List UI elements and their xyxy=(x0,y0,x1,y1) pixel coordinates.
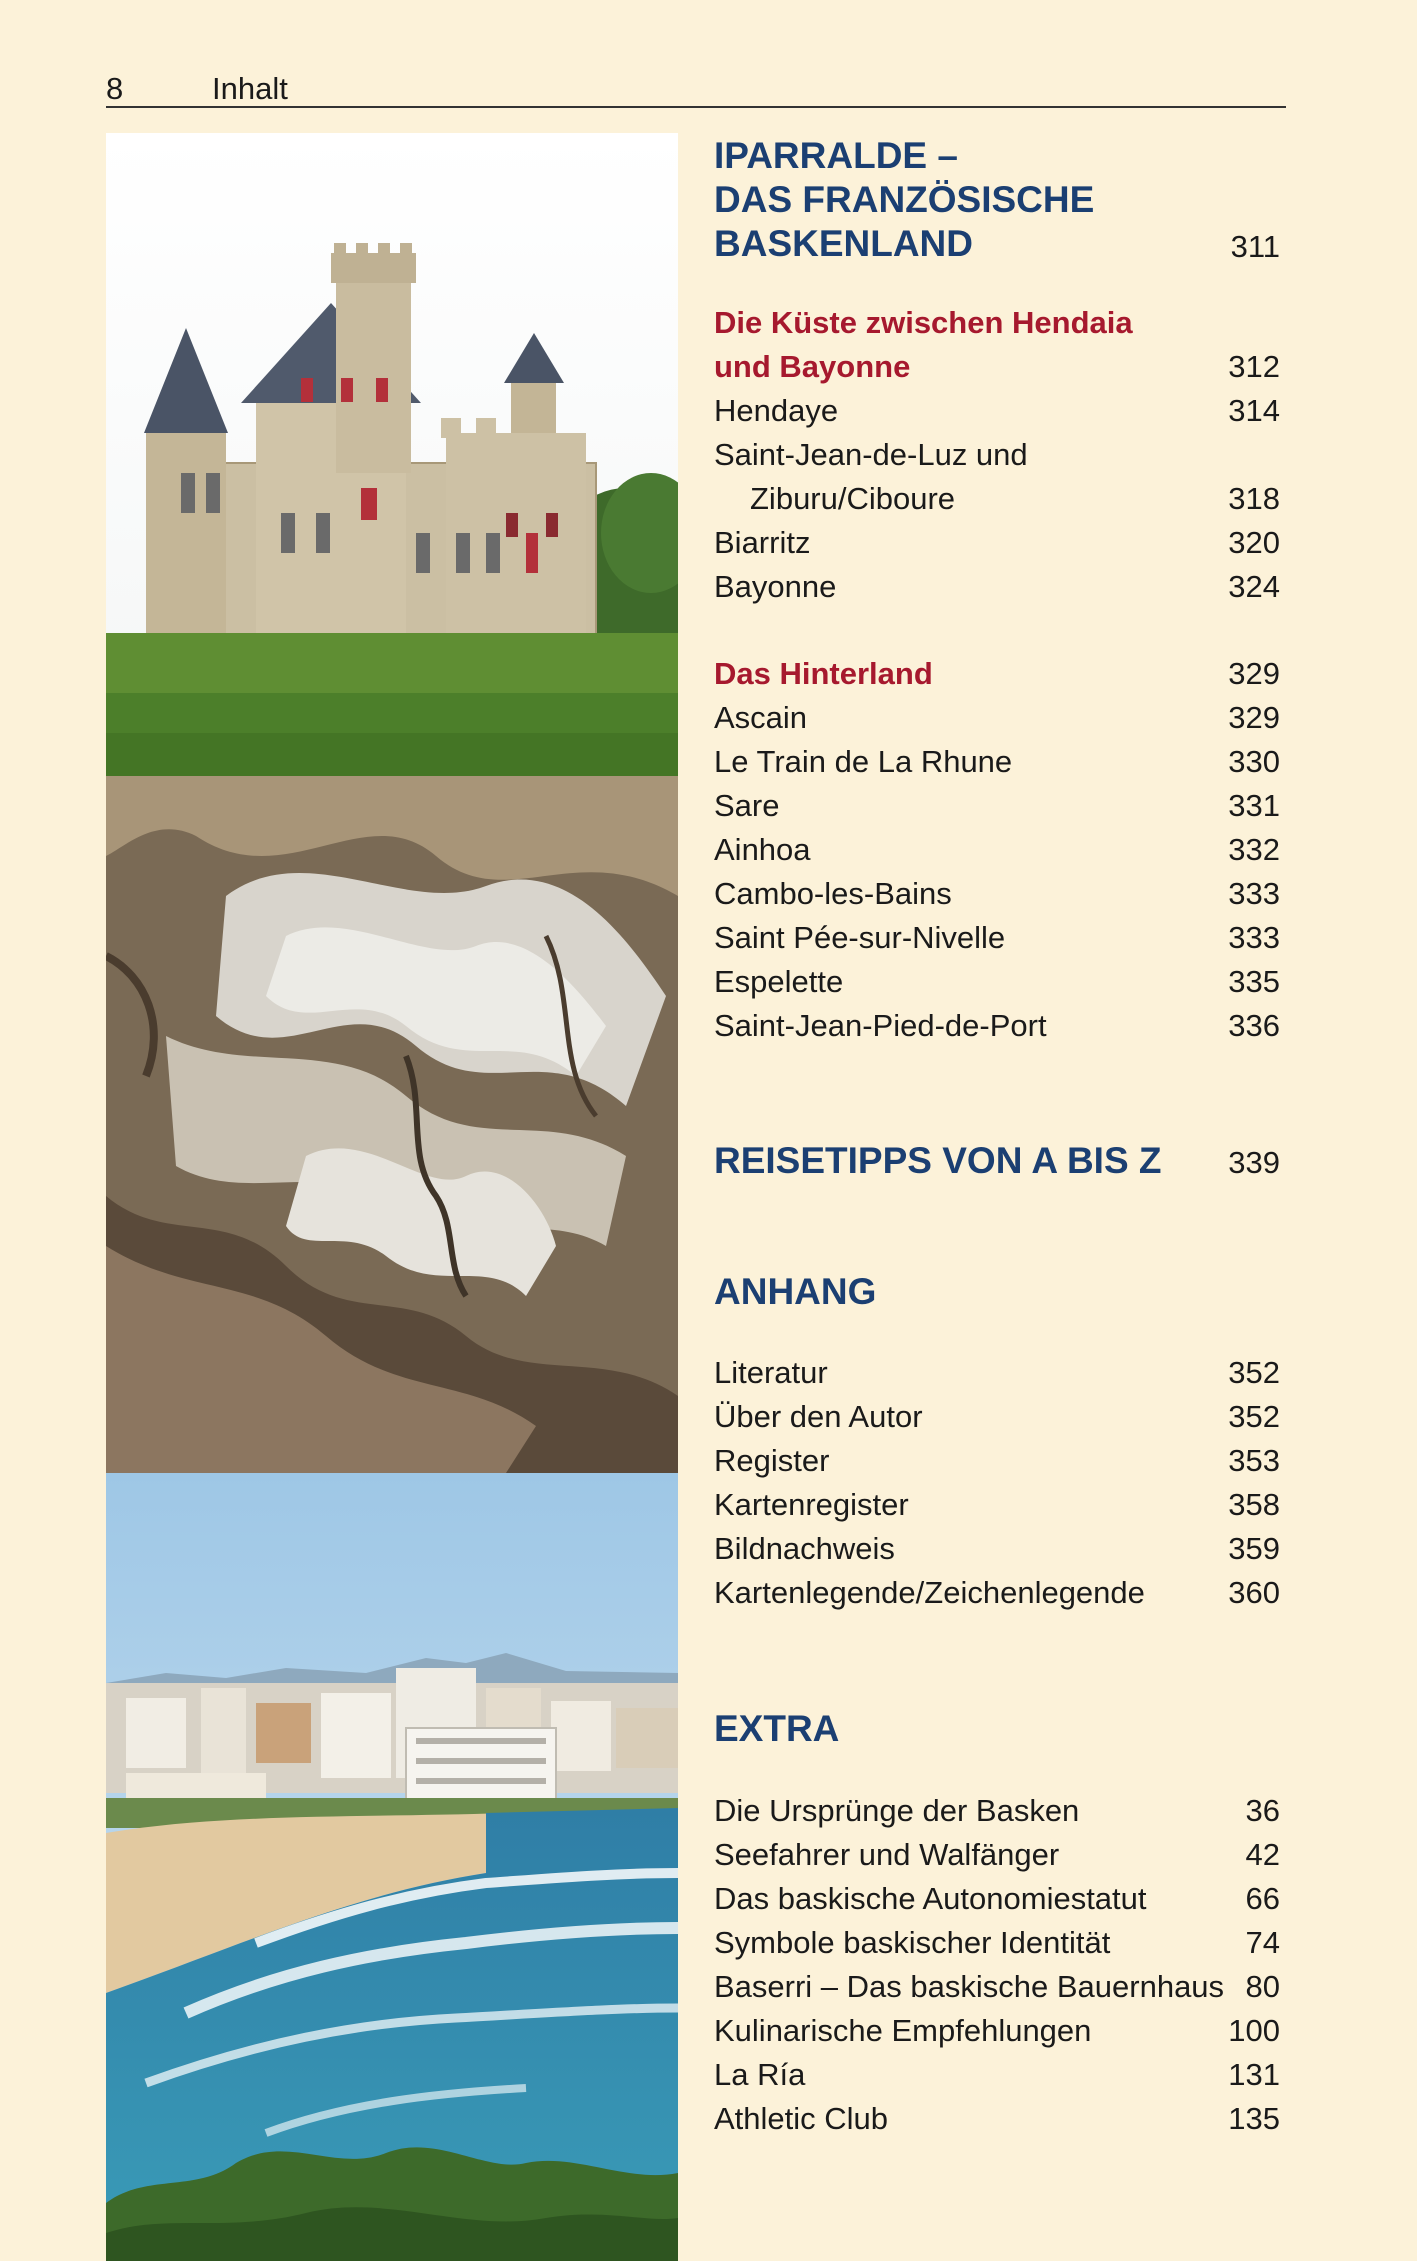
entry-title: Die Ursprünge der Basken xyxy=(714,1793,1080,1828)
entry-title: Biarritz xyxy=(714,525,811,560)
entry-title: Ainhoa xyxy=(714,832,811,867)
entry-title: Sare xyxy=(714,788,780,823)
entry-title: Saint-Jean-Pied-de-Port xyxy=(714,1008,1047,1043)
toc-entry xyxy=(714,1527,1280,1571)
toc-entry xyxy=(714,2097,1280,2141)
entry-page: 331 xyxy=(1228,788,1280,823)
toc-entry xyxy=(714,1351,1280,1395)
entry-title: Literatur xyxy=(714,1355,828,1390)
toc-entry xyxy=(714,1439,1280,1483)
entry-title: Cambo-les-Bains xyxy=(714,876,952,911)
entry-page: 336 xyxy=(1228,1008,1280,1043)
subsection-heading-kueste-line-1 xyxy=(714,301,1280,345)
entry-title: Kartenregister xyxy=(714,1487,909,1522)
toc-entry xyxy=(714,1877,1280,1921)
toc-entry xyxy=(714,477,1280,521)
section-title-reisetipps: REISETIPPS VON A BIS Z xyxy=(714,1140,1162,1181)
subsection-title: Die Küste zwischen Hendaia xyxy=(714,305,1133,340)
castle-photo xyxy=(106,133,678,776)
entry-page: 131 xyxy=(1228,2057,1280,2092)
entry-page: 353 xyxy=(1228,1443,1280,1478)
toc-entry xyxy=(714,1789,1280,1833)
entry-page: 80 xyxy=(1245,1969,1280,2004)
toc-entry xyxy=(714,1833,1280,1877)
entry-page: 359 xyxy=(1228,1531,1280,1566)
entry-title: Saint Pée-sur-Nivelle xyxy=(714,920,1006,955)
photo-column xyxy=(106,133,678,2133)
section-page-reisetipps: 339 xyxy=(1228,1145,1280,1180)
entry-page: 66 xyxy=(1245,1881,1280,1916)
toc-entry xyxy=(714,2009,1280,2053)
toc-entry xyxy=(714,916,1280,960)
toc-entry xyxy=(714,1965,1280,2009)
toc-entry xyxy=(714,433,1280,477)
page-header xyxy=(106,64,1286,108)
entry-title: Saint-Jean-de-Luz und xyxy=(714,437,1028,472)
entry-title: Athletic Club xyxy=(714,2101,889,2136)
entry-title: Seefahrer und Walfänger xyxy=(714,1837,1060,1872)
section-title-extra: EXTRA xyxy=(714,1708,840,1749)
section-title-iparralde-line-3: BASKENLAND xyxy=(714,223,973,264)
toc-entry xyxy=(714,565,1280,609)
entry-title: La Ría xyxy=(714,2057,806,2092)
entry-title: Symbole baskischer Identität xyxy=(714,1925,1111,1960)
subsection-title: und Bayonne xyxy=(714,349,911,384)
entry-title: Hendaye xyxy=(714,393,839,428)
toc-entry xyxy=(714,784,1280,828)
toc-entry xyxy=(714,1483,1280,1527)
entry-page: 42 xyxy=(1245,1837,1280,1872)
entry-page: 330 xyxy=(1228,744,1280,779)
entry-page: 329 xyxy=(1228,700,1280,735)
entry-page: 320 xyxy=(1228,525,1280,560)
entry-page: 335 xyxy=(1228,964,1280,999)
entry-page: 318 xyxy=(1228,481,1280,516)
entry-page: 135 xyxy=(1228,2101,1280,2136)
entry-title: Bayonne xyxy=(714,569,837,604)
entry-page: 358 xyxy=(1228,1487,1280,1522)
biarritz-coast-photo xyxy=(106,1473,678,2261)
toc-entry xyxy=(714,2053,1280,2097)
entry-title: Das baskische Autonomiestatut xyxy=(714,1881,1147,1916)
entry-title: Kulinarische Empfehlungen xyxy=(714,2013,1092,2048)
toc-entry xyxy=(714,828,1280,872)
entry-page: 333 xyxy=(1228,876,1280,911)
entry-page: 314 xyxy=(1228,393,1280,428)
toc-entry xyxy=(714,389,1280,433)
subsection-title: Das Hinterland xyxy=(714,656,933,691)
entry-title: Bildnachweis xyxy=(714,1531,895,1566)
toc-entry xyxy=(714,521,1280,565)
toc-entry xyxy=(714,1395,1280,1439)
entry-page: 332 xyxy=(1228,832,1280,867)
entry-page: 360 xyxy=(1228,1575,1280,1610)
section-title-iparralde-line-2: DAS FRANZÖSISCHE xyxy=(714,179,1095,220)
rock-cave-photo xyxy=(106,776,678,1473)
toc-entry xyxy=(714,960,1280,1004)
entry-title: Le Train de La Rhune xyxy=(714,744,1013,779)
section-page-iparralde: 311 xyxy=(1230,229,1280,264)
toc-entry xyxy=(714,740,1280,784)
toc-entry xyxy=(714,872,1280,916)
entry-page: 352 xyxy=(1228,1399,1280,1434)
entry-page: 352 xyxy=(1228,1355,1280,1390)
subsection-page: 312 xyxy=(1228,349,1280,384)
toc-entry xyxy=(714,1571,1280,1615)
toc-entry xyxy=(714,696,1280,740)
entry-title: Baserri – Das baskische Bauernhaus xyxy=(714,1969,1225,2004)
toc-entry xyxy=(714,1921,1280,1965)
section-title-anhang: ANHANG xyxy=(714,1271,877,1312)
entry-page: 324 xyxy=(1228,569,1280,604)
entry-title: Ascain xyxy=(714,700,808,735)
section-title-iparralde-line-1: IPARRALDE – xyxy=(714,135,958,176)
header-label: Inhalt xyxy=(212,71,288,106)
entry-title: Ziburu/Ciboure xyxy=(750,481,956,516)
entry-title: Über den Autor xyxy=(714,1399,923,1434)
subsection-heading-kueste-line-2 xyxy=(714,345,1280,389)
entry-page: 74 xyxy=(1245,1925,1280,1960)
entry-title: Register xyxy=(714,1443,830,1478)
entry-page: 100 xyxy=(1228,2013,1280,2048)
entry-title: Kartenlegende/Zeichenlegende xyxy=(714,1575,1145,1610)
entry-page: 36 xyxy=(1245,1793,1280,1828)
entry-title: Espelette xyxy=(714,964,844,999)
toc-entry xyxy=(714,1004,1280,1048)
page-number: 8 xyxy=(106,71,124,106)
subsection-page: 329 xyxy=(1228,656,1280,691)
subsection-heading-hinterland xyxy=(714,652,1280,696)
entry-page: 333 xyxy=(1228,920,1280,955)
